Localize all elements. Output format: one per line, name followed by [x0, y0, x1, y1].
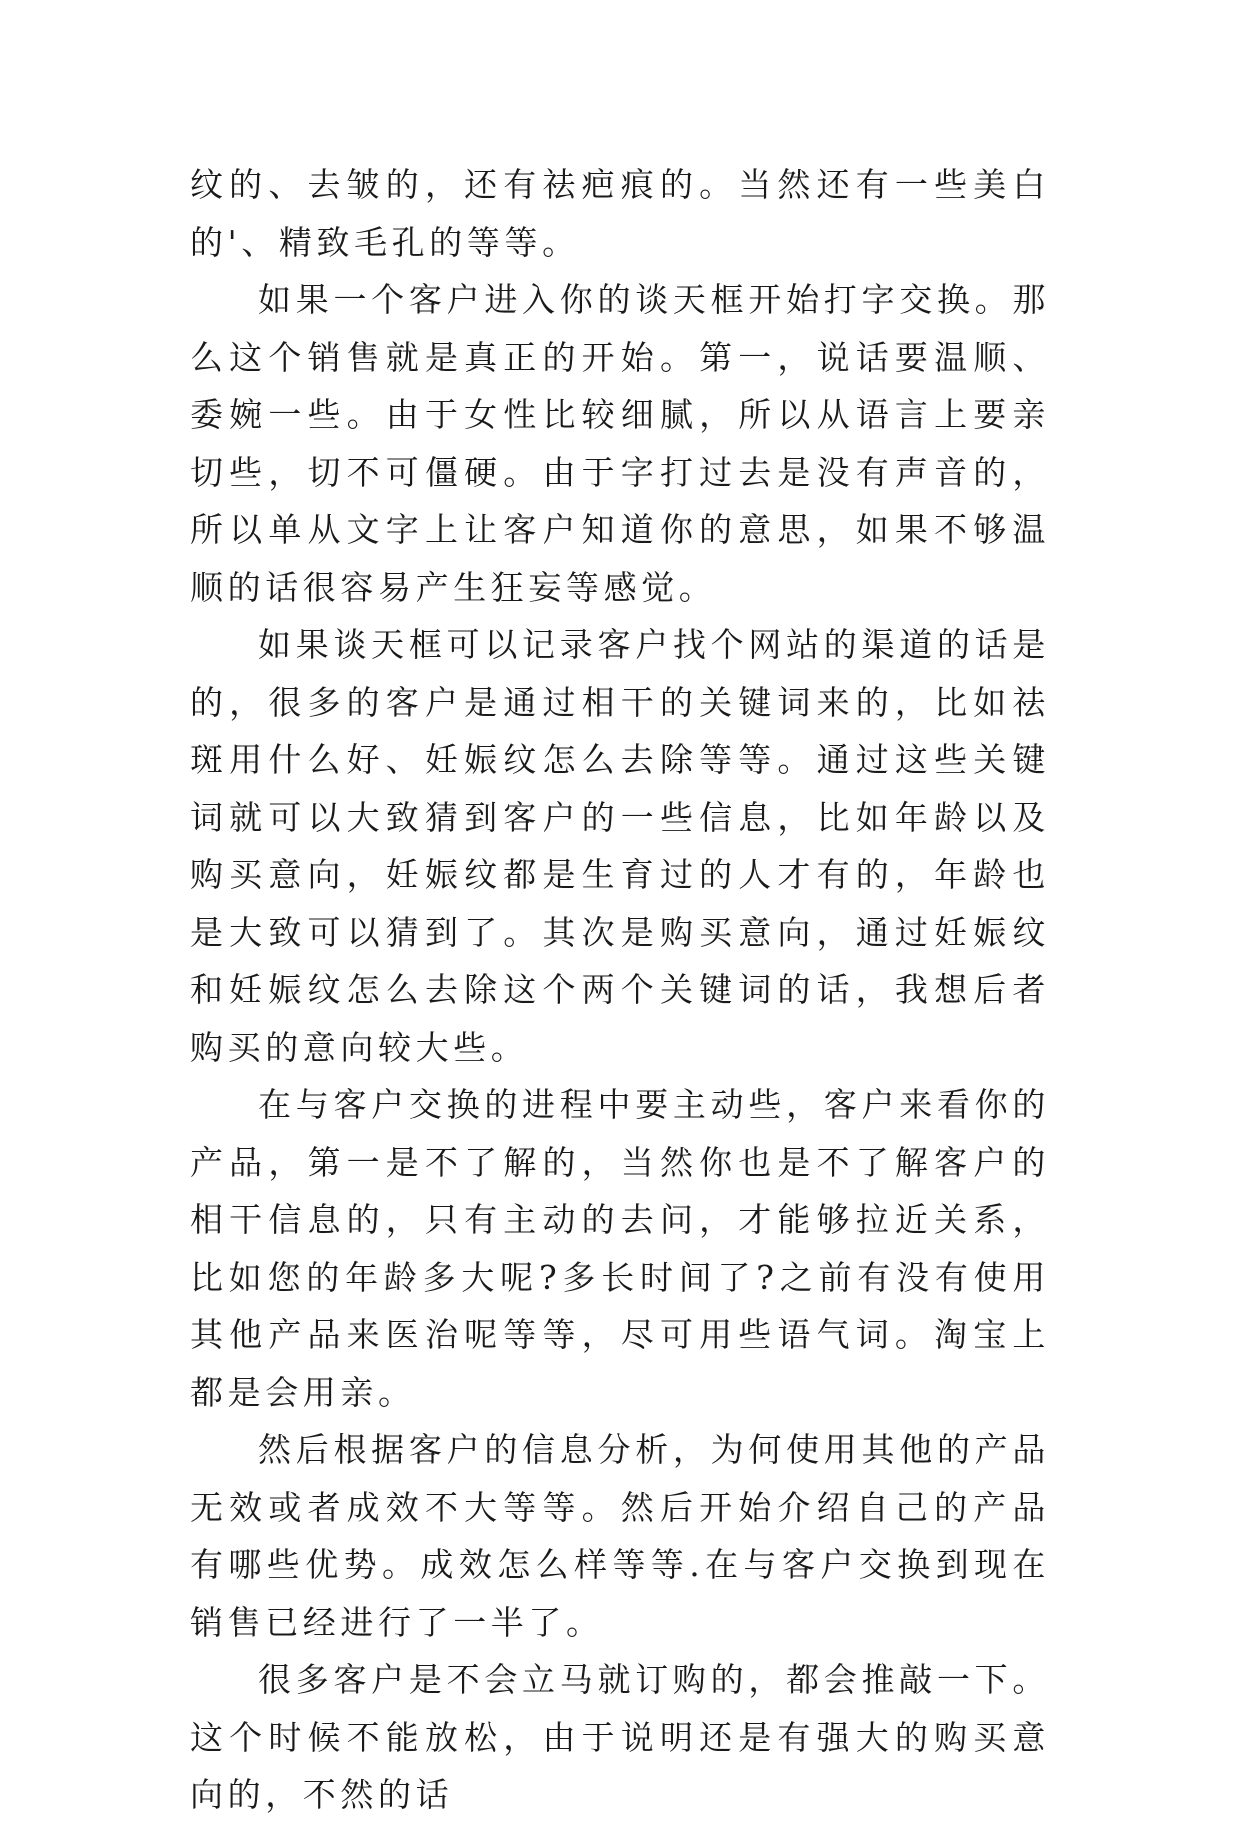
paragraph: 然后根据客户的信息分析，为何使用其他的产品无效或者成效不大等等。然后开始介绍自己的产品有哪些优势。成效怎么样等等.在与客户交换到现在销售已经进行了一半了。: [190, 1430, 1050, 1642]
paragraph: 如果一个客户进入你的谈天框开始打字交换。那么这个销售就是真正的开始。第一，说话要温顺、委婉一些。由于女性比较细腻，所以从语言上要亲切些，切不可僵硬。由于字打过去是没有声音的，所以单从文字上让客户知道你的意思，如果不够温顺的话很容易产生狂妄等感觉。: [190, 280, 1050, 607]
paragraph: 如果谈天框可以记录客户找个网站的渠道的话是的，很多的客户是通过相干的关键词来的，比如祛斑用什么好、妊娠纹怎么去除等等。通过这些关键词就可以大致猜到客户的一些信息，比如年龄以及购买意向，妊娠纹都是生育过的人才有的，年龄也是大致可以猜到了。其次是购买意向，通过妊娠纹和妊娠纹怎么去除这个两个关键词的话，我想后者购买的意向较大些。: [190, 625, 1050, 1067]
document-body: [190, 156, 1050, 1824]
paragraph-continued: 纹的、去皱的，还有祛疤痕的。当然还有一些美白的'、精致毛孔的等等。: [190, 165, 1050, 262]
paragraph: 在与客户交换的进程中要主动些，客户来看你的产品，第一是不了解的，当然你也是不了解客户的相干信息的，只有主动的去问，才能够拉近关系，比如您的年龄多大呢?多长时间了?之前有没有使用其他产品来医治呢等等，尽可用些语气词。淘宝上都是会用亲。: [190, 1085, 1050, 1412]
paragraph: 很多客户是不会立马就订购的，都会推敲一下。这个时候不能放松，由于说明还是有强大的购买意向的，不然的话: [190, 1660, 1050, 1814]
